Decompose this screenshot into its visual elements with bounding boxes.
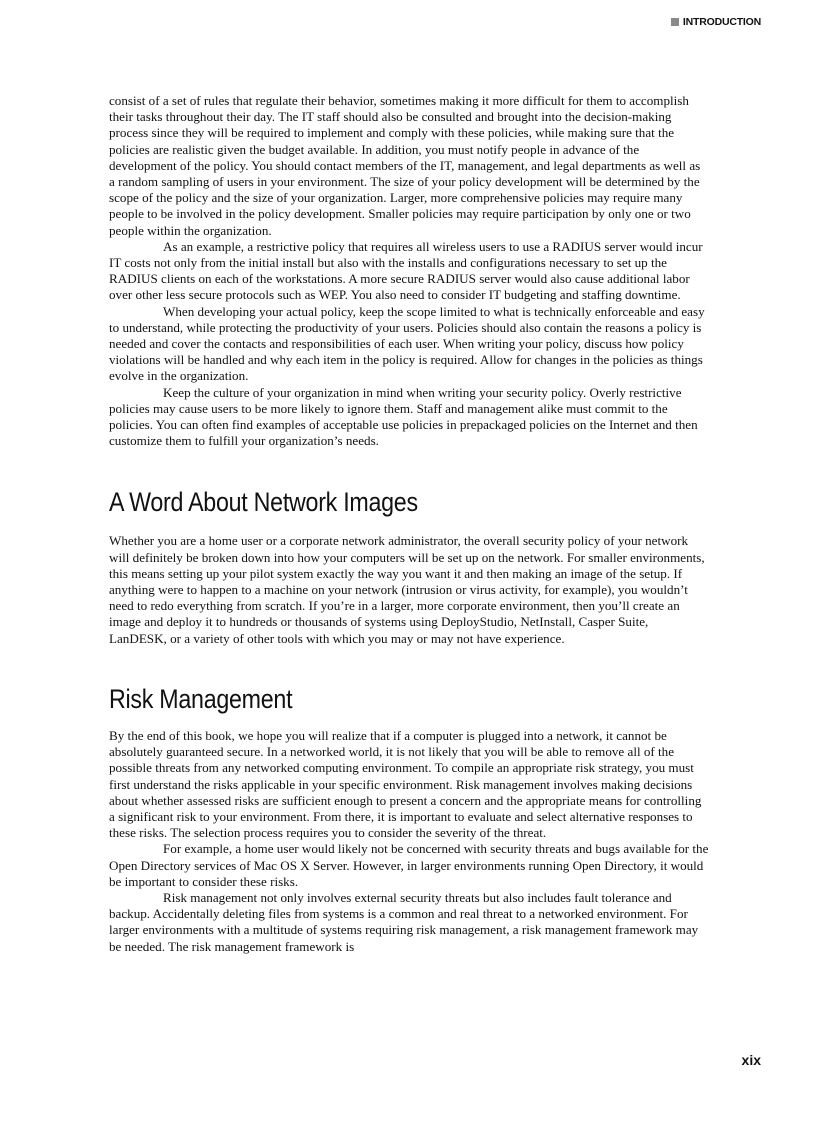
page-body	[109, 93, 709, 955]
section-heading-network-images: A Word About Network Images	[109, 487, 418, 518]
body-paragraph: For example, a home user would likely not be concerned with security threats and bugs available for the Open Directory services of Mac OS X Server. However, in larger environments running Open Directory, it would be important to consider these risks.	[109, 841, 709, 889]
section-heading-risk-management: Risk Management	[109, 683, 293, 714]
body-paragraph: Risk management not only involves external security threats but also includes fault tolerance and backup. Accidentally deleting files from systems is a common and real threat to a networked environment. For larger environments with a multitude of systems requiring risk management, a risk management framework may be needed. The risk management framework is	[109, 889, 699, 954]
body-paragraph: When developing your actual policy, keep the scope limited to what is technically enforceable and easy to understand, while protecting the productivity of your users. Policies should also contain the reasons a policy is needed and cover the contacts and responsibilities of each user. When writing your policy, discuss how policy violations will be handled and why each item in the policy is required. Allow for changes in the policies as things evolve in the organization.	[109, 303, 705, 384]
body-paragraph: As an example, a restrictive policy that requires all wireless users to use a RADIUS server would incur IT costs not only from the initial install but also with the installs and configurations necessary to set up the RADIUS clients on each of the workstations. A more secure RADIUS server would also cause additional labor over other less secure protocols such as WEP. You also need to consider IT budgeting and staffing downtime.	[109, 238, 703, 303]
body-paragraph: Keep the culture of your organization in mind when writing your security policy. Overly restrictive policies may cause users to be more likely to ignore them. Staff and management alike must commit to the policies. You can often find examples of acceptable use policies in prepackaged policies on the Internet and then customize them to fulfill your organization’s needs.	[109, 384, 698, 449]
body-paragraph: Whether you are a home user or a corporate network administrator, the overall security policy of your network will definitely be broken down into how your computers will be set up on the network. For smaller environments, this means setting up your pilot system exactly the way you want it and then making an image of the setup. If anything were to happen to a machine on your network (intrusion or virus activity, for example), you wouldn’t need to redo everything from scratch. If you’re in a larger, more corporate environment, then you’ll create an image and deploy it to hundreds or thousands of systems using DeployStudio, NetInstall, Casper Suite, LanDESK, or a variety of other tools with which you may or may not have experience.	[109, 533, 705, 646]
body-paragraph: consist of a set of rules that regulate their behavior, sometimes making it more difficult for them to accomplish their tasks throughout their day. The IT staff should also be consulted and brought into the decision-making process since they will be required to implement and comply with these policies, while making sure that the policies are realistic given the budget available. In addition, you must notify people in advance of the development of the policy. You should contact members of the IT, management, and legal departments as well as a random sampling of users in your environment. The size of your policy development will be determined by the scope of the policy and the size of your organization. Larger, more comprehensive policies may require many people to be involved in the policy development. Smaller policies may require participation by only one or two people within the organization.	[109, 93, 701, 238]
page-number: xix	[741, 1052, 761, 1068]
running-head	[671, 16, 761, 28]
section-label: INTRODUCTION	[682, 16, 761, 28]
body-paragraph: By the end of this book, we hope you will realize that if a computer is plugged into a network, it cannot be absolutely guaranteed secure. In a networked world, it is not likely that you will be able to remove all of the possible threats from any networked computing environment. To compile an appropriate risk strategy, you must first understand the risks applicable in your specific environment. Risk management involves making decisions about whether assessed risks are sufficient enough to present a concern and the appropriate means for controlling a significant risk to your environment. From there, it is important to evaluate and select alternative responses to these risks. The selection process requires you to consider the severity of the threat.	[109, 727, 702, 841]
section-marker-icon	[671, 18, 679, 26]
